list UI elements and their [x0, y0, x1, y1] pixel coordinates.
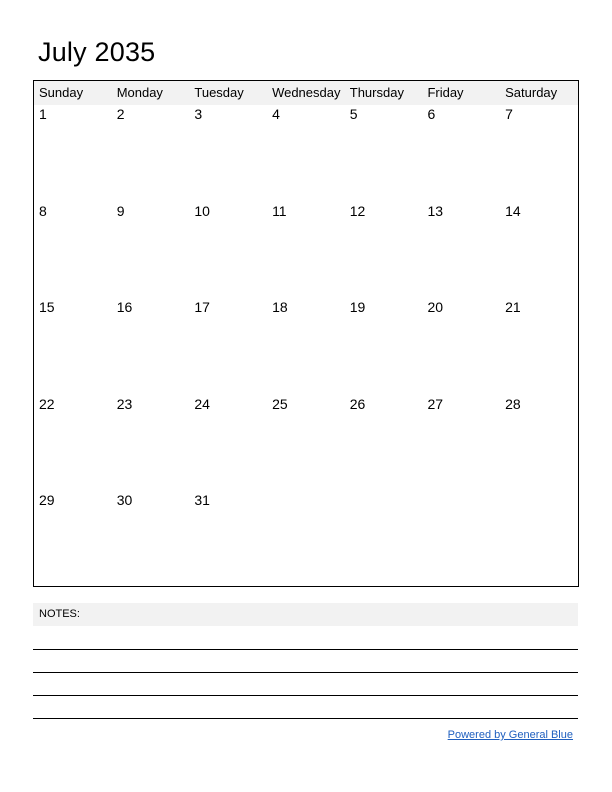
- day-cell: 17: [194, 299, 210, 315]
- day-cell: 21: [505, 299, 521, 315]
- weekday-friday: Friday: [427, 85, 464, 100]
- day-cell: 13: [427, 202, 444, 219]
- day-cell: 10: [194, 202, 210, 219]
- day-cell: 11: [272, 202, 287, 219]
- day-cell: 28: [505, 395, 521, 412]
- day-cell: 4: [272, 106, 280, 122]
- day-cell: 14: [505, 202, 521, 219]
- day-cell: 18: [272, 299, 288, 315]
- week-row: [34, 202, 578, 299]
- day-cell: 16: [116, 299, 133, 315]
- weekday-sunday: Sunday: [39, 85, 84, 100]
- weekday-monday: Monday: [116, 85, 163, 100]
- day-cell: [500, 491, 578, 588]
- weekday-tuesday: Tuesday: [194, 85, 244, 100]
- day-cell: 8: [39, 202, 47, 219]
- day-cell: [345, 491, 423, 588]
- weekday-saturday: Saturday: [505, 85, 558, 100]
- notes-line: [33, 672, 578, 673]
- notes-header: [33, 603, 578, 626]
- day-cell: 27: [427, 395, 444, 412]
- day-cell: 23: [116, 395, 133, 412]
- calendar-grid: [33, 80, 579, 587]
- day-cell: 20: [427, 299, 444, 315]
- notes-label: NOTES:: [39, 608, 80, 620]
- day-cell: 9: [116, 202, 125, 219]
- week-row: [34, 491, 578, 588]
- day-cell: 3: [194, 106, 203, 122]
- notes-line: [33, 649, 578, 650]
- day-cell: 24: [194, 395, 210, 412]
- day-cell: 5: [349, 106, 358, 122]
- weekday-thursday: Thursday: [349, 85, 404, 100]
- week-row: [34, 395, 578, 492]
- powered-by-link[interactable]: Powered by General Blue: [447, 729, 573, 741]
- week-row: [34, 105, 578, 202]
- notes-line: [33, 695, 578, 696]
- day-cell: 30: [116, 492, 133, 508]
- day-cell: 15: [39, 299, 55, 315]
- day-cell: [267, 491, 345, 588]
- day-cell: 29: [39, 492, 55, 508]
- day-cell: 22: [39, 395, 55, 412]
- day-cell: 25: [272, 395, 288, 412]
- weekday-wednesday: Wednesday: [272, 85, 341, 100]
- day-cell: 12: [349, 202, 366, 219]
- day-cell: 2: [116, 106, 125, 122]
- day-cell: 31: [194, 492, 210, 508]
- day-cell: 7: [505, 106, 513, 122]
- day-cell: [422, 491, 500, 588]
- day-cell: 6: [427, 106, 436, 122]
- week-row: [34, 298, 578, 395]
- day-cell: 1: [39, 106, 47, 122]
- notes-line: [33, 718, 578, 719]
- calendar-title: July 2035: [38, 37, 156, 67]
- weekday-header-row: [34, 81, 578, 105]
- day-cell: 26: [349, 395, 366, 412]
- calendar-weeks: [34, 105, 578, 588]
- day-cell: 19: [349, 299, 366, 315]
